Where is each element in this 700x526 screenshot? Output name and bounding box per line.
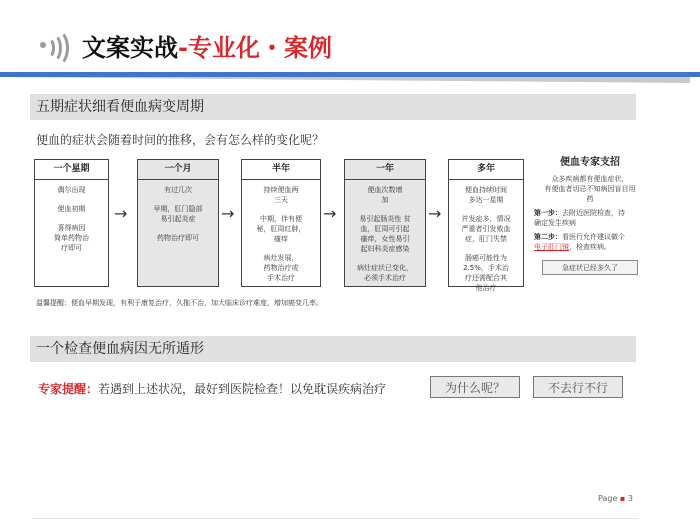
stage-box-years [448, 159, 524, 292]
stage-line: 便血初期 [57, 205, 86, 213]
symptom-duration-button[interactable]: 急症状已经多久了 [542, 260, 638, 275]
expert-title: 便血专家支招 [560, 157, 620, 168]
expert-step-2 [534, 232, 646, 252]
arrow-icon: → [428, 204, 442, 223]
arrow-icon: → [114, 204, 128, 223]
expert-intro: 众多疾病都有便血症状， 有便血者切忌不知病因盲目用 药 [544, 175, 636, 203]
arrow-icon: → [221, 204, 235, 223]
page-label: Page [598, 494, 618, 503]
stage-box-week [34, 159, 109, 287]
stage-box-month [137, 159, 219, 287]
page-number: 3 [627, 494, 633, 503]
warm-reminder: 温馨提醒：便血早期发现，有利于康复治疗，久拖不治，加大临床诊疗难度，增加癌变几率。 [36, 299, 323, 307]
stage-line: 便血次数增 加 [367, 186, 403, 204]
arrow-icon: → [323, 204, 337, 223]
expert-tip [38, 380, 386, 397]
expert-step-1 [534, 208, 646, 228]
stage-line: 喜得病因 简单药物治 疗即可 [54, 224, 89, 252]
why-button[interactable]: 为什么呢？ [430, 376, 520, 398]
stage-line: 便血持续时间 多达一星期 [465, 186, 507, 204]
stage-line: 肠癌可能性为 2.5%，手术治 疗还需配合其 他治疗 [463, 254, 509, 292]
expert-advice-panel [534, 158, 646, 275]
stage-label: 多年 [449, 160, 523, 180]
stage-line: 早期，肛门隐部 易引起炎症 [153, 205, 203, 223]
stage-box-half-year [241, 159, 321, 287]
stage-line: 病灶发展， 药物治疗或 手术治疗 [263, 254, 299, 282]
intro-question: 便血的症状会随着时间的推移，会有怎么样的变化呢？ [36, 133, 325, 147]
stage-line: 病灶症状已变化， 必须手术治疗 [357, 264, 413, 282]
stage-label: 半年 [242, 160, 320, 180]
stage-label: 一个月 [138, 160, 218, 180]
step-2-label: 第二步： [534, 233, 562, 241]
title-main: 文案实战 [82, 34, 178, 62]
stage-line: 偶尔出现 [57, 186, 86, 194]
header-bar-shadow [0, 77, 690, 83]
stage-line: 药物治疗即可 [157, 234, 199, 242]
stage-label: 一年 [345, 160, 425, 180]
anoscope-link[interactable]: 电子肛门镜 [534, 243, 569, 251]
page-separator-icon: ▪ [619, 494, 626, 503]
stage-box-year [344, 159, 426, 287]
stage-label: 一个星期 [35, 160, 108, 180]
page-indicator [598, 494, 633, 503]
stage-line: 持续便血两 三天 [263, 186, 299, 204]
section-title-checkup: 一个检查便血病因无所遁形 [30, 336, 636, 362]
section-title-symptoms: 五期症状细看便血病变周期 [30, 94, 636, 120]
stage-line: 有过几次 [164, 186, 192, 194]
step-2-text: 看医行允许建议做个 [562, 233, 625, 241]
stage-line: 易引起肠炎性 贫 血，肛周可引起 瘙痒，女性易引 起妇科炎症感染 [359, 215, 411, 253]
not-go-button[interactable]: 不去行不行 [533, 376, 623, 398]
page-title [82, 28, 332, 63]
tip-label: 专家提醒： [38, 382, 99, 396]
step-2-tail: ，检查疾病。 [569, 243, 611, 251]
stage-line: 并发症多，情况 严重者引发败血 症，肛门失禁 [461, 215, 511, 243]
title-sub: -专业化・案例 [178, 34, 332, 62]
step-1-label: 第一步： [534, 209, 562, 217]
footer-divider [32, 518, 638, 519]
tip-text: 若遇到上述状况，最好到医院检查！以免耽误疾病治疗 [98, 382, 387, 396]
signal-icon [40, 34, 68, 56]
step-1-text: 去附近医院检查，待 确定发生疾病 [534, 209, 625, 227]
stage-line: 中期，伴有便 秘，肛周红肿， 瘙痒 [256, 215, 306, 243]
